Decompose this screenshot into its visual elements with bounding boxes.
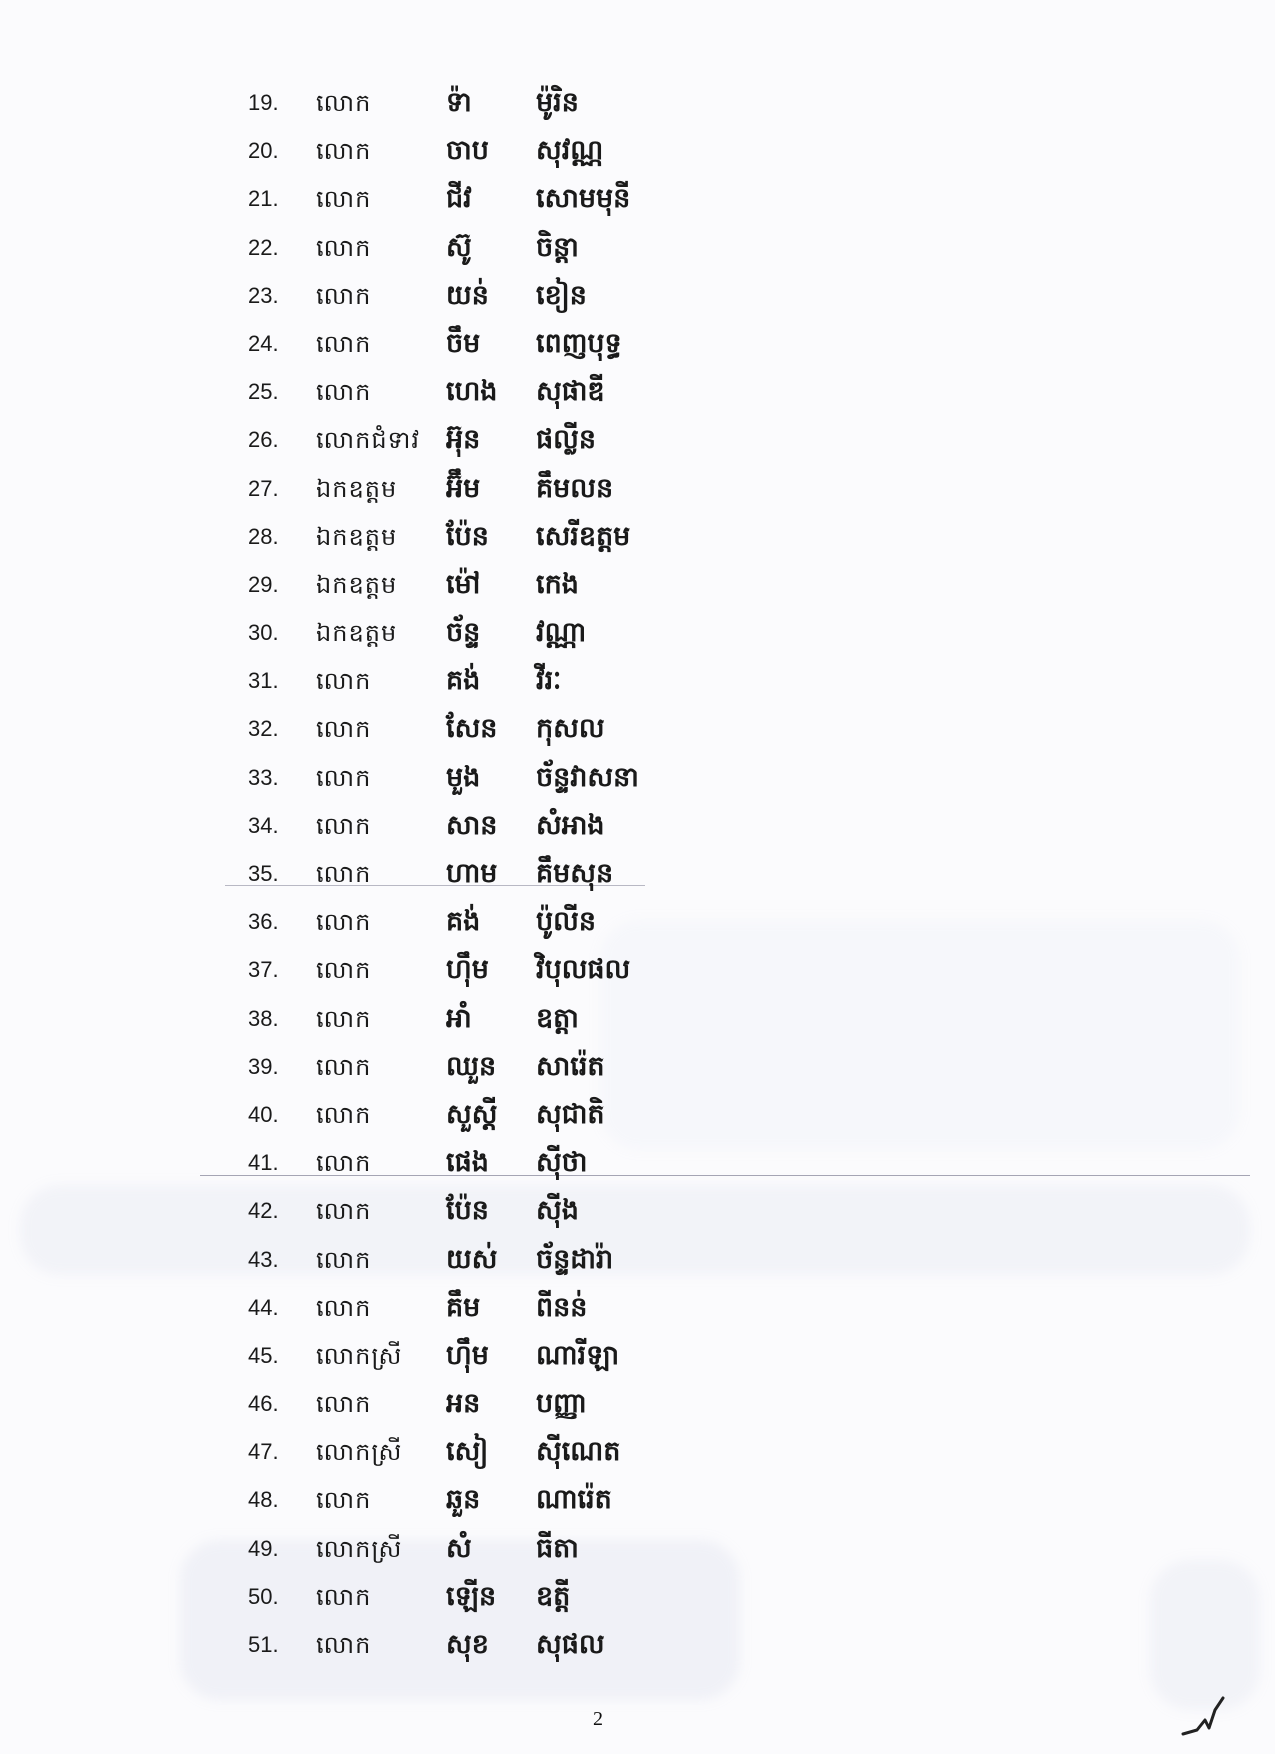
entry-title: ឯកឧត្តម	[316, 570, 398, 599]
entry-given-name: ឧត្ដី	[536, 1580, 571, 1612]
entry-surname: អន	[446, 1388, 481, 1420]
entry-number: 46.	[248, 1391, 279, 1417]
entry-number: 41.	[248, 1150, 279, 1176]
entry-surname: សៀ	[446, 1436, 489, 1468]
entry-given-name: ម៉ូរិន	[536, 87, 579, 118]
entry-given-name: ស៊ីណេត	[536, 1436, 621, 1468]
list-item	[0, 373, 1275, 421]
entry-title: លោក	[316, 1245, 372, 1274]
entry-given-name: ស៊ីថា	[536, 1147, 588, 1179]
list-item	[0, 614, 1275, 662]
entry-title: លោក	[316, 956, 372, 985]
entry-surname: មួង	[446, 761, 481, 793]
entry-number: 45.	[248, 1342, 279, 1368]
entry-surname: យស់	[446, 1243, 498, 1275]
name-list	[0, 84, 1275, 1674]
entry-title: លោក	[316, 185, 372, 214]
list-item	[0, 1530, 1275, 1578]
entry-title: ឯកឧត្តម	[316, 619, 398, 648]
list-item	[0, 807, 1275, 855]
entry-title: លោក	[316, 137, 372, 166]
entry-surname: សាន	[446, 809, 498, 841]
entry-title: លោក	[316, 1582, 372, 1611]
entry-surname: ចឹម	[446, 327, 481, 359]
entry-surname: អាំ	[446, 1002, 472, 1034]
list-item	[0, 662, 1275, 710]
list-item	[0, 84, 1275, 132]
entry-title: លោកជំទាវ	[316, 426, 421, 455]
entry-given-name: ប៉ូលីន	[536, 906, 596, 938]
entry-given-name: ឧត្តា	[536, 1002, 579, 1034]
entry-title: លោក	[316, 1100, 372, 1129]
entry-given-name: ខៀន	[536, 279, 587, 311]
entry-surname: ចាប	[446, 135, 489, 167]
entry-title: លោក	[316, 378, 372, 407]
entry-given-name: កេង	[536, 568, 579, 600]
entry-number: 20.	[248, 138, 279, 164]
entry-number: 39.	[248, 1053, 279, 1079]
entry-surname: ច័ន្ទ	[446, 617, 481, 649]
entry-given-name: គឹមសុន	[536, 858, 614, 889]
entry-number: 23.	[248, 282, 279, 308]
entry-given-name: បញ្ញា	[536, 1388, 587, 1420]
list-item	[0, 855, 1275, 903]
list-item	[0, 1000, 1275, 1048]
entry-title: លោក	[316, 1631, 372, 1659]
entry-surname: ប៉ែន	[446, 520, 489, 552]
entry-title: លោកស្រី	[316, 1534, 403, 1563]
entry-given-name: ច័ន្ទដារ៉ា	[536, 1243, 614, 1275]
list-item	[0, 1144, 1275, 1192]
entry-surname: គង់	[446, 906, 481, 938]
signature-mark	[1175, 1690, 1235, 1740]
entry-surname: ទ៉ា	[446, 87, 472, 118]
entry-given-name: វណ្ណា	[536, 617, 587, 649]
entry-number: 25.	[248, 379, 279, 405]
list-item	[0, 1289, 1275, 1337]
entry-number: 21.	[248, 186, 279, 212]
list-item	[0, 1337, 1275, 1385]
entry-title: លោក	[316, 281, 372, 310]
entry-title: លោក	[316, 329, 372, 358]
entry-given-name: សេរីឧត្តម	[536, 520, 631, 552]
entry-title: លោក	[316, 233, 372, 262]
entry-given-name: ច័ន្ទវាសនា	[536, 761, 639, 793]
entry-title: លោកស្រី	[316, 1438, 403, 1467]
entry-surname: ជីវ	[446, 183, 472, 215]
entry-surname: ម៉ៅ	[446, 568, 481, 600]
entry-number: 43.	[248, 1246, 279, 1272]
list-item	[0, 1626, 1275, 1674]
list-item	[0, 759, 1275, 807]
entry-given-name: សោមមុនី	[536, 183, 631, 215]
entry-surname: ហាម	[446, 858, 498, 889]
entry-number: 19.	[248, 90, 279, 115]
entry-number: 49.	[248, 1535, 279, 1561]
entry-surname: អ៊ឹម	[446, 472, 481, 504]
entry-title: លោក	[316, 667, 372, 696]
entry-number: 33.	[248, 764, 279, 790]
list-item	[0, 1385, 1275, 1433]
entry-title: លោក	[316, 908, 372, 937]
entry-surname: ហេង	[446, 376, 498, 408]
entry-title: លោក	[316, 1486, 372, 1515]
entry-surname: អ៊ុន	[446, 424, 481, 456]
entry-title: លោក	[316, 1390, 372, 1419]
page-number: 2	[593, 1708, 603, 1730]
entry-title: លោក	[316, 1149, 372, 1178]
entry-given-name: ផល្លីន	[536, 424, 596, 456]
entry-given-name: ពីនន់	[536, 1291, 588, 1323]
entry-surname: ផេង	[446, 1147, 489, 1179]
entry-title: លោក	[316, 1052, 372, 1081]
entry-number: 34.	[248, 812, 279, 838]
entry-surname: យន់	[446, 279, 489, 311]
entry-number: 51.	[248, 1632, 279, 1657]
entry-given-name: សុផាឌី	[536, 376, 605, 408]
entry-title: លោក	[316, 1293, 372, 1322]
list-item	[0, 132, 1275, 180]
entry-surname: ឆួន	[446, 1484, 481, 1516]
entry-number: 28.	[248, 523, 279, 549]
entry-title: ឯកឧត្តម	[316, 522, 398, 551]
entry-given-name: វីរៈ	[536, 665, 562, 697]
list-item	[0, 180, 1275, 228]
entry-given-name: ពេញបុទ្ធ	[536, 327, 622, 359]
list-item	[0, 1048, 1275, 1096]
entry-surname: សុខ	[446, 1629, 489, 1660]
list-item	[0, 566, 1275, 614]
entry-given-name: ស៊ីង	[536, 1195, 579, 1227]
list-item	[0, 903, 1275, 951]
entry-title: លោកស្រី	[316, 1341, 403, 1370]
entry-number: 22.	[248, 234, 279, 260]
entry-number: 32.	[248, 716, 279, 742]
entry-given-name: ណារីឡា	[536, 1339, 620, 1371]
entry-surname: ស៊ូ	[446, 231, 472, 263]
entry-surname: ហ៊ឹម	[446, 1339, 489, 1371]
entry-title: លោក	[316, 89, 372, 117]
entry-surname: សែន	[446, 713, 498, 745]
list-item	[0, 1481, 1275, 1529]
list-item	[0, 1096, 1275, 1144]
entry-title: លោក	[316, 763, 372, 792]
entry-number: 29.	[248, 571, 279, 597]
list-item	[0, 951, 1275, 999]
entry-given-name: ធីតា	[536, 1532, 579, 1564]
entry-title: លោក	[316, 811, 372, 840]
list-item	[0, 1578, 1275, 1626]
entry-number: 35.	[248, 861, 279, 886]
entry-number: 24.	[248, 330, 279, 356]
entry-title: លោក	[316, 860, 372, 888]
list-item	[0, 1433, 1275, 1481]
entry-given-name: វិបុលផល	[536, 954, 631, 986]
entry-given-name: សុជាតិ	[536, 1098, 605, 1130]
entry-given-name: សំអាង	[536, 809, 605, 841]
entry-title: លោក	[316, 715, 372, 744]
list-item	[0, 421, 1275, 469]
entry-surname: សំ	[446, 1532, 472, 1564]
entry-number: 26.	[248, 427, 279, 453]
entry-number: 47.	[248, 1439, 279, 1465]
entry-number: 38.	[248, 1005, 279, 1031]
entry-title: លោក	[316, 1197, 372, 1226]
entry-number: 44.	[248, 1294, 279, 1320]
list-item	[0, 470, 1275, 518]
entry-number: 42.	[248, 1198, 279, 1224]
entry-surname: ប៉ែន	[446, 1195, 489, 1227]
list-item	[0, 325, 1275, 373]
list-item	[0, 1192, 1275, 1240]
entry-given-name: សុវណ្ណ	[536, 135, 604, 167]
entry-number: 30.	[248, 620, 279, 646]
list-item	[0, 710, 1275, 758]
entry-number: 40.	[248, 1101, 279, 1127]
list-item	[0, 277, 1275, 325]
entry-number: 37.	[248, 957, 279, 983]
entry-number: 50.	[248, 1583, 279, 1609]
entry-surname: ហ៊ឹម	[446, 954, 489, 986]
entry-given-name: ណារ៉េត	[536, 1484, 612, 1516]
entry-given-name: កុសល	[536, 713, 605, 745]
entry-surname: គង់	[446, 665, 481, 697]
entry-surname: ឈួន	[446, 1050, 497, 1082]
entry-number: 31.	[248, 668, 279, 694]
list-item	[0, 518, 1275, 566]
entry-given-name: ចិន្តា	[536, 231, 579, 263]
entry-surname: ឡើន	[446, 1580, 497, 1612]
list-item	[0, 229, 1275, 277]
entry-given-name: គឹមលន	[536, 472, 614, 504]
list-item	[0, 1241, 1275, 1289]
entry-given-name: សុផល	[536, 1629, 605, 1660]
entry-title: លោក	[316, 1004, 372, 1033]
entry-given-name: សារ៉េត	[536, 1050, 605, 1082]
entry-number: 36.	[248, 909, 279, 935]
entry-surname: សួស្តី	[446, 1098, 498, 1130]
entry-number: 48.	[248, 1487, 279, 1513]
entry-number: 27.	[248, 475, 279, 501]
entry-surname: គឹម	[446, 1291, 481, 1323]
entry-title: ឯកឧត្តម	[316, 474, 398, 503]
